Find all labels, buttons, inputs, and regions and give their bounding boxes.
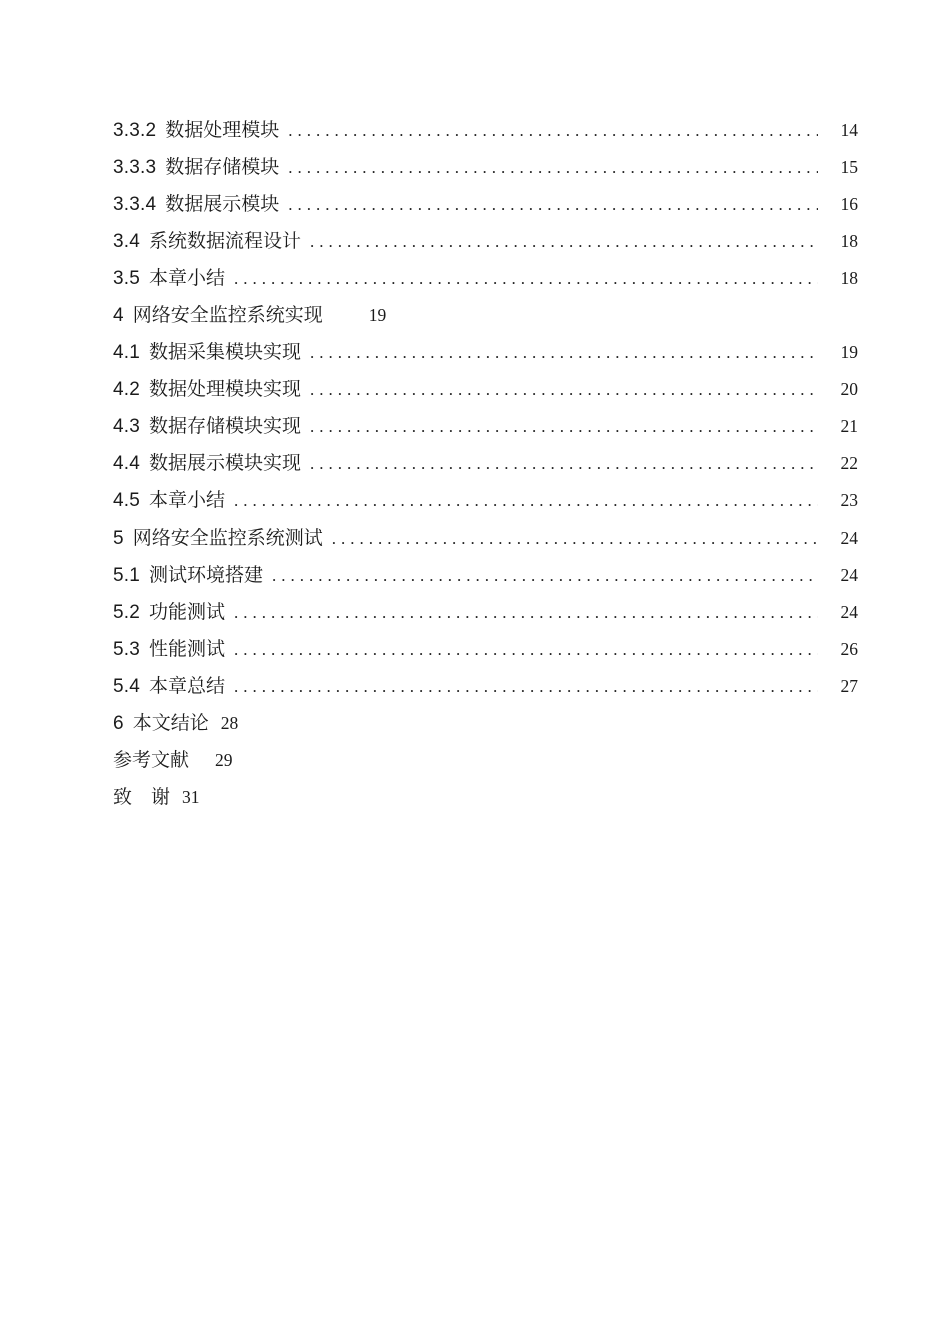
- page-number: 15: [840, 157, 858, 178]
- entry-number: 5.2: [113, 601, 141, 623]
- dot-leader: [310, 408, 818, 446]
- entry-title: 网络安全监控系统实现: [132, 305, 323, 327]
- toc-entry-chapter: [113, 705, 858, 742]
- toc-entry: [113, 186, 858, 223]
- page-number: 18: [840, 268, 858, 289]
- page-number: 23: [840, 490, 858, 511]
- page-number: 26: [840, 638, 858, 659]
- entry-number: 3.3.2: [113, 120, 157, 141]
- entry-title: 功能测试: [149, 601, 226, 623]
- dot-leader: [288, 149, 818, 187]
- entry-number: 4.1: [113, 342, 141, 364]
- entry-number: 3.3.4: [113, 194, 157, 216]
- toc-entry: [113, 668, 858, 705]
- page-number: 24: [840, 527, 858, 548]
- toc-entry: [113, 631, 858, 668]
- entry-number: 4.5: [113, 490, 141, 512]
- entry-title: 数据展示模块实现: [149, 453, 302, 475]
- toc-entry: [113, 371, 858, 408]
- entry-number: 3.5: [113, 268, 141, 290]
- dot-leader: [234, 668, 818, 706]
- page-number: 20: [840, 379, 858, 400]
- dot-leader: [310, 334, 818, 372]
- toc-entry: [113, 223, 858, 260]
- toc-entry: [113, 334, 858, 371]
- dot-leader: [310, 445, 818, 483]
- dot-leader: [272, 557, 818, 595]
- page-number: 29: [215, 749, 233, 770]
- toc-entry-chapter: [113, 520, 858, 557]
- dot-leader: [332, 520, 818, 558]
- entry-title: 系统数据流程设计: [149, 231, 302, 253]
- toc-entry: [113, 445, 858, 482]
- dot-leader: [234, 482, 818, 520]
- dot-leader: [310, 223, 818, 261]
- toc-entry-chapter: [113, 297, 858, 334]
- entry-number: 4.2: [113, 379, 141, 401]
- entry-number: 6: [113, 712, 124, 734]
- page-number: 19: [840, 342, 858, 363]
- page-number: 18: [840, 231, 858, 252]
- entry-number: 5.4: [113, 675, 141, 697]
- entry-title: 本章总结: [149, 675, 226, 697]
- entry-title: 数据存储模块: [165, 157, 280, 179]
- toc-entry-references: [113, 742, 858, 779]
- page-number: 14: [840, 120, 858, 140]
- entry-title: 数据存储模块实现: [149, 416, 302, 438]
- page-number: 27: [840, 675, 858, 696]
- entry-number: 3.3.3: [113, 157, 157, 179]
- entry-number: 4.4: [113, 453, 141, 475]
- entry-title: 本章小结: [149, 490, 226, 512]
- dot-leader: [310, 371, 818, 409]
- toc-entry: [113, 408, 858, 445]
- entry-number: 5: [113, 527, 124, 549]
- toc-entry-acknowledgements: [113, 779, 858, 816]
- entry-title: 本章小结: [149, 268, 226, 290]
- toc-entry: [113, 594, 858, 631]
- entry-title: 参考文献: [113, 749, 190, 771]
- page-number: 31: [182, 786, 200, 807]
- dot-leader: [288, 112, 818, 150]
- entry-title: 测试环境搭建: [149, 564, 264, 586]
- dot-leader: [234, 594, 818, 632]
- toc-entry: [113, 112, 858, 149]
- entry-number: 5.1: [113, 564, 141, 586]
- dot-leader: [234, 631, 818, 669]
- entry-title: 致 谢: [113, 786, 171, 808]
- entry-title: 数据采集模块实现: [149, 342, 302, 364]
- page-number: 16: [840, 194, 858, 215]
- entry-number: 4.3: [113, 416, 141, 438]
- dot-leader: [288, 186, 818, 224]
- page-number: 22: [840, 453, 858, 474]
- entry-number: 3.4: [113, 231, 141, 253]
- entry-title: 数据处理模块实现: [149, 379, 302, 401]
- page-number: 21: [840, 416, 858, 437]
- page-number: 24: [840, 564, 858, 585]
- entry-title: 性能测试: [149, 638, 226, 660]
- toc-entry: [113, 260, 858, 297]
- entry-title: 网络安全监控系统测试: [132, 527, 323, 549]
- entry-title: 数据处理模块: [165, 120, 280, 141]
- entry-title: 本文结论: [132, 712, 209, 734]
- entry-number: 5.3: [113, 638, 141, 660]
- page-number: 24: [840, 601, 858, 622]
- entry-title: 数据展示模块: [165, 194, 280, 216]
- toc-entry: [113, 149, 858, 186]
- entry-number: 4: [113, 305, 124, 327]
- dot-leader: [234, 260, 818, 298]
- page-number: 19: [368, 305, 387, 326]
- page-number: 28: [220, 712, 239, 733]
- table-of-contents: [113, 112, 858, 816]
- toc-entry: [113, 557, 858, 594]
- toc-entry: [113, 482, 858, 519]
